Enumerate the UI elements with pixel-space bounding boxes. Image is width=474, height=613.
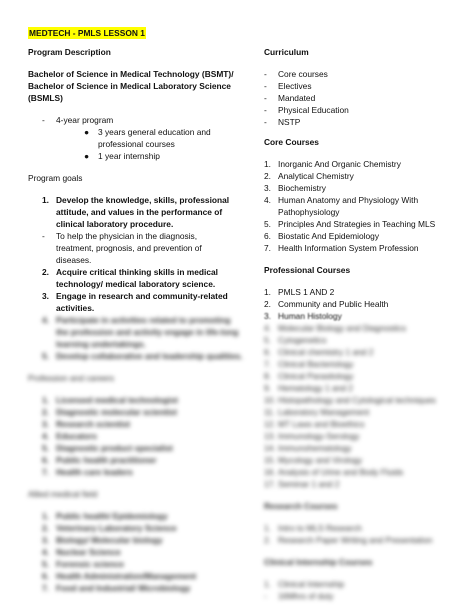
professional-course-item: 2. Community and Public Health <box>264 299 389 309</box>
goal-item <box>28 266 243 290</box>
bullet-icon: ● <box>84 151 90 161</box>
core-course-item: 6. Biostatic And Epidemiology <box>264 231 380 241</box>
goal-item-blurred <box>28 314 243 350</box>
professional-course-item: 3. Human Histology <box>264 311 342 321</box>
allied-item: 4. Nuclear Science <box>42 547 121 557</box>
internship-heading: Clinical Internship Courses <box>264 557 373 567</box>
career-item: 2. Diagnostic molecular scientist <box>42 407 178 417</box>
professional-course-item: 1. PMLS 1 AND 2 <box>264 287 335 297</box>
curriculum-item: - NSTP <box>264 117 301 127</box>
careers-list <box>28 394 243 478</box>
core-course-item: 2. Analytical Chemistry <box>264 171 354 181</box>
professional-course-item: 17. Seminar 1 and 2 <box>264 479 340 489</box>
professional-course-item: 10. Histopathology and Cytological techniques <box>264 395 436 405</box>
degree-line: Bachelor of Science in Medical Technology (BSMT)/ <box>28 69 234 79</box>
allied-item: 2. Veterinary Laboratory Science <box>42 523 177 533</box>
dash-marker: - <box>42 115 45 125</box>
professional-course-item: 5. Cytogenetics <box>264 335 327 345</box>
goal-marker: 5. <box>42 351 49 361</box>
internship-list <box>264 578 454 602</box>
goal-item <box>28 290 243 314</box>
research-course-item: 2. Research Paper Writing and Presentation <box>264 535 433 545</box>
goal-marker: 2. <box>42 267 49 277</box>
curriculum-item: - Core courses <box>264 69 328 79</box>
allied-item: 3. Biology/ Molecular biology <box>42 535 163 545</box>
goal-line: Acquire critical thinking skills in medical <box>56 267 218 277</box>
sub-item-line: professional courses <box>98 139 175 149</box>
program-length-item <box>28 114 243 126</box>
internship-item: - 16Mhrs of duty <box>264 591 334 601</box>
sub-item <box>28 126 243 150</box>
allied-item: 6. Health Administration/Management <box>42 571 197 581</box>
career-item: 6. Public health practitioner <box>42 455 157 465</box>
program-length-text: 4-year program <box>56 115 114 125</box>
core-course-item: 7. Health Information System Profession <box>264 243 419 253</box>
goal-line: treatment, prognosis, and prevention of <box>56 243 202 253</box>
goal-item <box>28 194 243 230</box>
core-courses-heading: Core Courses <box>264 137 319 147</box>
degree-line: Bachelor of Science in Medical Laboratory Science <box>28 81 231 91</box>
allied-item: 7. Food and Industrial/ Microbiology <box>42 583 191 593</box>
core-course-item: 3. Biochemistry <box>264 183 326 193</box>
sub-item-line: 1 year internship <box>98 151 160 161</box>
professional-course-item: 4. Molecular Biology and Diagnostics <box>264 323 407 333</box>
career-item: 5. Diagnostic product specialist <box>42 443 173 453</box>
goal-line: clinical laboratory procedure. <box>56 219 174 229</box>
research-course-item: 1. Intro to MLS Research <box>264 523 362 533</box>
goal-item-blurred <box>28 350 243 362</box>
professional-course-item: 11. Laboratory Management <box>264 407 370 417</box>
research-courses-heading: Research Courses <box>264 501 338 511</box>
core-courses-list <box>264 158 454 254</box>
goal-line: diseases. <box>56 255 92 265</box>
professional-course-item: 14. Immunohematology <box>264 443 352 453</box>
curriculum-list <box>264 68 454 128</box>
goal-line: technology/ medical laboratory science. <box>56 279 216 289</box>
degree-line: (BSMLS) <box>28 93 63 103</box>
goal-line: Develop collaborative and leadership qualities. <box>56 351 243 361</box>
sub-item <box>28 150 243 162</box>
professional-course-item: 16. Analysis of Urine and Body Fluids <box>264 467 404 477</box>
goal-line: learning undertakings. <box>56 339 146 349</box>
goal-line: To help the physician in the diagnosis, <box>56 231 198 241</box>
professional-courses-heading: Professional Courses <box>264 265 351 275</box>
right-column <box>264 46 454 602</box>
allied-heading: Allied medical field <box>28 489 98 499</box>
sub-item-line: 3 years general education and <box>98 127 211 137</box>
professional-course-item: 8. Clinical Parasitology <box>264 371 354 381</box>
career-item: 1. Licensed medical technologist <box>42 395 178 405</box>
goal-marker: 4. <box>42 315 49 325</box>
research-courses-list <box>264 522 454 546</box>
bullet-icon: ● <box>84 127 90 137</box>
professional-course-item: 9. Hematology 1 and 2 <box>264 383 353 393</box>
goal-line: attitude, and values in the performance of <box>56 207 223 217</box>
professional-course-item: 12. MT Laws and Bioethics <box>264 419 365 429</box>
goal-line: Engage in research and community-related <box>56 291 228 301</box>
core-course-item: 4. Human Anatomy and Physiology With Pathophysiology <box>264 195 419 217</box>
goals-list <box>28 194 243 362</box>
careers-heading: Profession and careers <box>28 373 115 383</box>
internship-item: 1. Clinical Internship <box>264 579 345 589</box>
curriculum-item: - Electives <box>264 81 312 91</box>
professional-course-item: 15. Mycology and Virology <box>264 455 363 465</box>
degree-title <box>28 68 243 104</box>
professional-course-item: 13. Immunology-Serology <box>264 431 360 441</box>
goal-marker: 3. <box>42 291 49 301</box>
goal-item <box>28 230 243 266</box>
professional-course-item: 7. Clinical Bacteriology <box>264 359 354 369</box>
goal-marker: - <box>42 231 45 241</box>
program-description-heading: Program Description <box>28 47 111 57</box>
career-item: 7. Health care leaders <box>42 467 133 477</box>
document-title: MEDTECH - PMLS LESSON 1 <box>29 28 145 38</box>
left-column <box>28 46 243 594</box>
curriculum-item: - Physical Education <box>264 105 349 115</box>
curriculum-heading: Curriculum <box>264 47 309 57</box>
goal-line: Develop the knowledge, skills, professional <box>56 195 230 205</box>
allied-item: 5. Forensic science <box>42 559 124 569</box>
core-course-item: 1. Inorganic And Organic Chemistry <box>264 159 401 169</box>
program-goals-heading: Program goals <box>28 173 83 183</box>
goal-marker: 1. <box>42 195 49 205</box>
allied-item: 1. Public health/ Epidemiology <box>42 511 168 521</box>
professional-courses-blurred <box>264 322 454 490</box>
professional-course-item: 6. Clinical chemistry 1 and 2 <box>264 347 374 357</box>
career-item: 4. Educators <box>42 431 97 441</box>
goal-line: activities. <box>56 303 95 313</box>
curriculum-item: - Mandated <box>264 93 316 103</box>
professional-courses-list <box>264 286 454 322</box>
core-course-item: 5. Principles And Strategies in Teaching MLS <box>264 219 436 229</box>
career-item: 3. Research scientist <box>42 419 131 429</box>
goal-line: Participate in activities related to promoting <box>56 315 231 325</box>
allied-list <box>28 510 243 594</box>
goal-line: the profession and activity engage in life-long <box>56 327 239 337</box>
